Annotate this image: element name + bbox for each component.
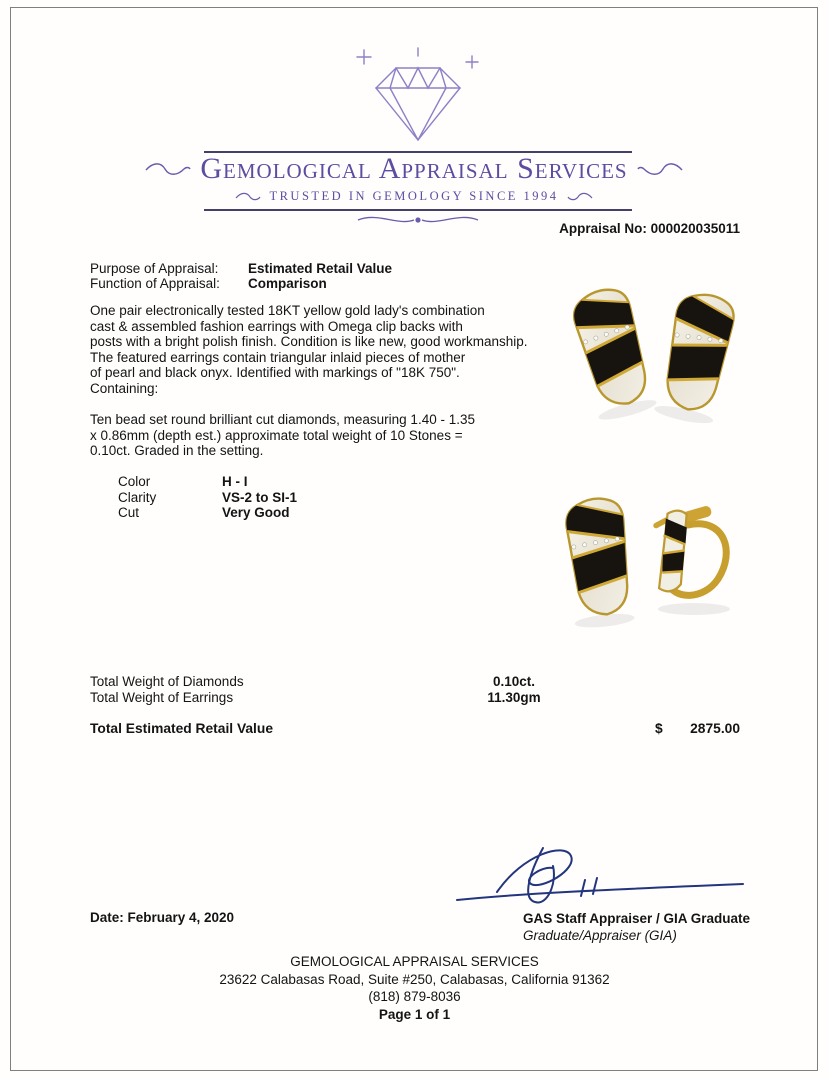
appraiser-subtitle: Graduate/Appraiser (GIA)	[523, 928, 677, 943]
appraiser-block	[523, 910, 750, 944]
grading-table	[118, 474, 297, 521]
total-earrings-row	[90, 690, 690, 705]
footer-page-number: Page 1 of 1	[378, 1006, 451, 1022]
appraisal-number: Appraisal No: 000020035011	[559, 221, 740, 236]
description-paragraph-1	[90, 303, 527, 396]
color-value: H - I	[222, 474, 248, 489]
purpose-row	[90, 261, 392, 276]
cut-row	[118, 505, 297, 521]
clarity-row	[118, 490, 297, 506]
retail-amount: 2875.00	[690, 721, 740, 736]
description-line: One pair electronically tested 18KT yellow gold lady's combination	[90, 303, 485, 318]
earring-left	[563, 281, 662, 424]
color-label: Color	[118, 474, 151, 489]
earrings-photo-pair	[553, 274, 753, 432]
header-title-row	[116, 152, 712, 186]
description-paragraph-2	[90, 412, 475, 459]
function-value: Comparison	[248, 276, 327, 291]
function-label: Function of Appraisal:	[90, 276, 220, 291]
description-line: Ten bead set round brilliant cut diamonds, measuring 1.40 - 1.35	[90, 412, 475, 427]
tagline-flourish-right-icon	[567, 192, 593, 202]
tagline-flourish-left-icon	[235, 192, 261, 202]
earring-right	[649, 286, 743, 427]
clarity-value: VS-2 to SI-1	[222, 489, 298, 505]
description-line: Containing:	[90, 380, 159, 396]
color-row	[118, 474, 297, 490]
diamond-logo-icon	[346, 42, 490, 148]
flourish-right-icon	[637, 161, 683, 177]
footer-address: 23622 Calabasas Road, Suite #250, Calabasas, California 91362	[219, 971, 610, 987]
cut-value: Very Good	[222, 505, 290, 521]
footer	[0, 953, 829, 1023]
purpose-value: Estimated Retail Value	[248, 261, 393, 276]
total-diamonds-label: Total Weight of Diamonds	[90, 674, 244, 689]
earring-side-omega-clip	[652, 505, 730, 615]
signature	[445, 840, 750, 912]
description-line: x 0.86mm (depth est.) approximate total weight of 10 Stones =	[90, 427, 463, 443]
purpose-label: Purpose of Appraisal:	[90, 261, 219, 276]
footer-company: GEMOLOGICAL APPRAISAL SERVICES	[290, 954, 539, 969]
flourish-left-icon	[145, 161, 191, 177]
retail-value-label: Total Estimated Retail Value	[90, 721, 273, 736]
description-line: The featured earrings contain triangular inlaid pieces of mother	[90, 349, 466, 365]
company-name: Gemological Appraisal Services	[200, 152, 628, 185]
earring-front	[558, 494, 639, 630]
total-diamonds-row	[90, 674, 690, 689]
retail-value-row	[90, 721, 750, 736]
description-line: of pearl and black onyx. Identified with markings of "18K 750".	[90, 365, 460, 380]
currency-symbol: $	[655, 721, 663, 736]
appraisal-date: Date: February 4, 2020	[90, 910, 235, 925]
total-earrings-value: 11.30gm	[487, 690, 541, 705]
description-line: posts with a bright polish finish. Condition is like new, good workmanship.	[90, 334, 528, 349]
earrings-photo-side-view	[552, 485, 749, 635]
description-line: 0.10ct. Graded in the setting.	[90, 443, 264, 458]
total-earrings-label: Total Weight of Earrings	[90, 690, 234, 705]
footer-phone: (818) 879-8036	[368, 989, 461, 1004]
clarity-label: Clarity	[118, 489, 157, 505]
total-diamonds-value: 0.10ct.	[492, 674, 536, 689]
function-row	[90, 276, 327, 291]
appraiser-title: GAS Staff Appraiser / GIA Graduate	[523, 911, 751, 926]
tagline: TRUSTED IN GEMOLOGY SINCE 1994	[269, 189, 559, 203]
header-tagline-row	[116, 189, 712, 204]
cut-label: Cut	[118, 505, 140, 521]
description-line: cast & assembled fashion earrings with Omega clip backs with	[90, 318, 463, 334]
